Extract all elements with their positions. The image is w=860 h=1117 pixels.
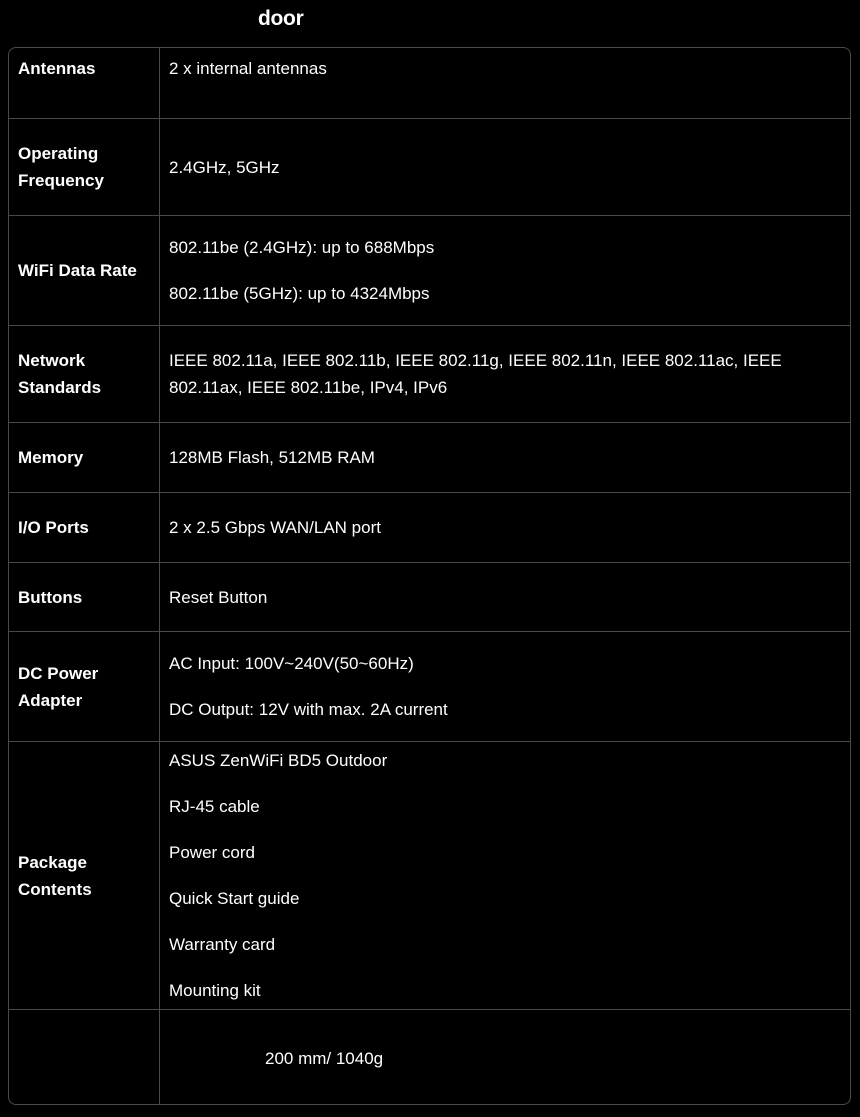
spec-value-line: Mounting kit: [169, 981, 261, 1000]
spec-value-line: Quick Start guide: [169, 889, 300, 908]
spec-value-line: Reset Button: [169, 587, 268, 607]
spec-value-line: IEEE 802.11a, IEEE 802.11b, IEEE 802.11g, IEEE 802.11n, IEEE 802.11ac, IEEE 802.11ax, IEEE 802.11be, IPv4, IPv6: [169, 351, 782, 397]
spec-label-text: DC Power Adapter: [18, 663, 99, 710]
spec-value-line: 2 x internal antennas: [169, 59, 327, 78]
spec-value-line: 128MB Flash, 512MB RAM: [169, 448, 375, 467]
spec-value: [160, 216, 850, 325]
spec-value-line: 2.4GHz, 5GHz: [169, 157, 280, 177]
spec-label-text: Network Standards: [18, 351, 102, 397]
spec-value-line: RJ-45 cable: [169, 797, 260, 816]
spec-label: [9, 493, 160, 562]
page-title: door: [258, 7, 304, 30]
spec-row-package-contents: [9, 742, 850, 1010]
spec-row-operating-frequency: [9, 119, 850, 216]
spec-label-text: Buttons: [18, 587, 83, 607]
spec-value: [160, 493, 850, 562]
spec-label-text: Package Contents: [18, 852, 92, 899]
spec-label-text: WiFi Data Rate: [18, 261, 137, 280]
spec-value: [160, 326, 850, 422]
spec-table: [8, 47, 851, 1105]
spec-label: [9, 47, 160, 118]
spec-value: [160, 47, 850, 118]
spec-row-buttons: [9, 563, 850, 632]
spec-value-line: 200 mm/ 1040g: [265, 1048, 384, 1068]
spec-value-line: Power cord: [169, 843, 255, 862]
spec-row-weight: [9, 1010, 850, 1105]
spec-value: [160, 119, 850, 215]
spec-label: [9, 563, 160, 631]
page-header: [0, 0, 860, 40]
spec-label: [9, 216, 160, 325]
spec-label: [9, 742, 160, 1009]
spec-label: [9, 326, 160, 422]
spec-value-line: 2 x 2.5 Gbps WAN/LAN port: [169, 518, 381, 537]
spec-value: [160, 742, 850, 1009]
spec-label: [9, 632, 160, 741]
spec-value-line: 802.11be (2.4GHz): up to 688Mbps: [169, 238, 435, 257]
spec-label: [9, 1010, 160, 1105]
spec-row-antennas: [9, 47, 850, 119]
spec-value-line: Warranty card: [169, 935, 276, 954]
spec-label-text: I/O Ports: [18, 518, 89, 537]
spec-value-line: AC Input: 100V~240V(50~60Hz): [169, 654, 414, 673]
spec-row-io-ports: [9, 493, 850, 563]
spec-row-memory: [9, 423, 850, 493]
spec-value: [160, 1010, 850, 1105]
spec-value: [160, 423, 850, 492]
spec-value: [160, 632, 850, 741]
spec-value-line: DC Output: 12V with max. 2A current: [169, 700, 448, 719]
spec-label: [9, 423, 160, 492]
spec-value-line: 802.11be (5GHz): up to 4324Mbps: [169, 284, 430, 303]
spec-value: [160, 563, 850, 631]
spec-row-network-standards: [9, 326, 850, 423]
spec-label-text: Antennas: [18, 59, 96, 78]
spec-row-wifi-data-rate: [9, 216, 850, 326]
spec-row-dc-power-adapter: [9, 632, 850, 742]
spec-label-text: Memory: [18, 448, 84, 467]
spec-label: [9, 119, 160, 215]
spec-value-line: ASUS ZenWiFi BD5 Outdoor: [169, 751, 388, 770]
spec-label-text: Operating Frequency: [18, 144, 104, 190]
